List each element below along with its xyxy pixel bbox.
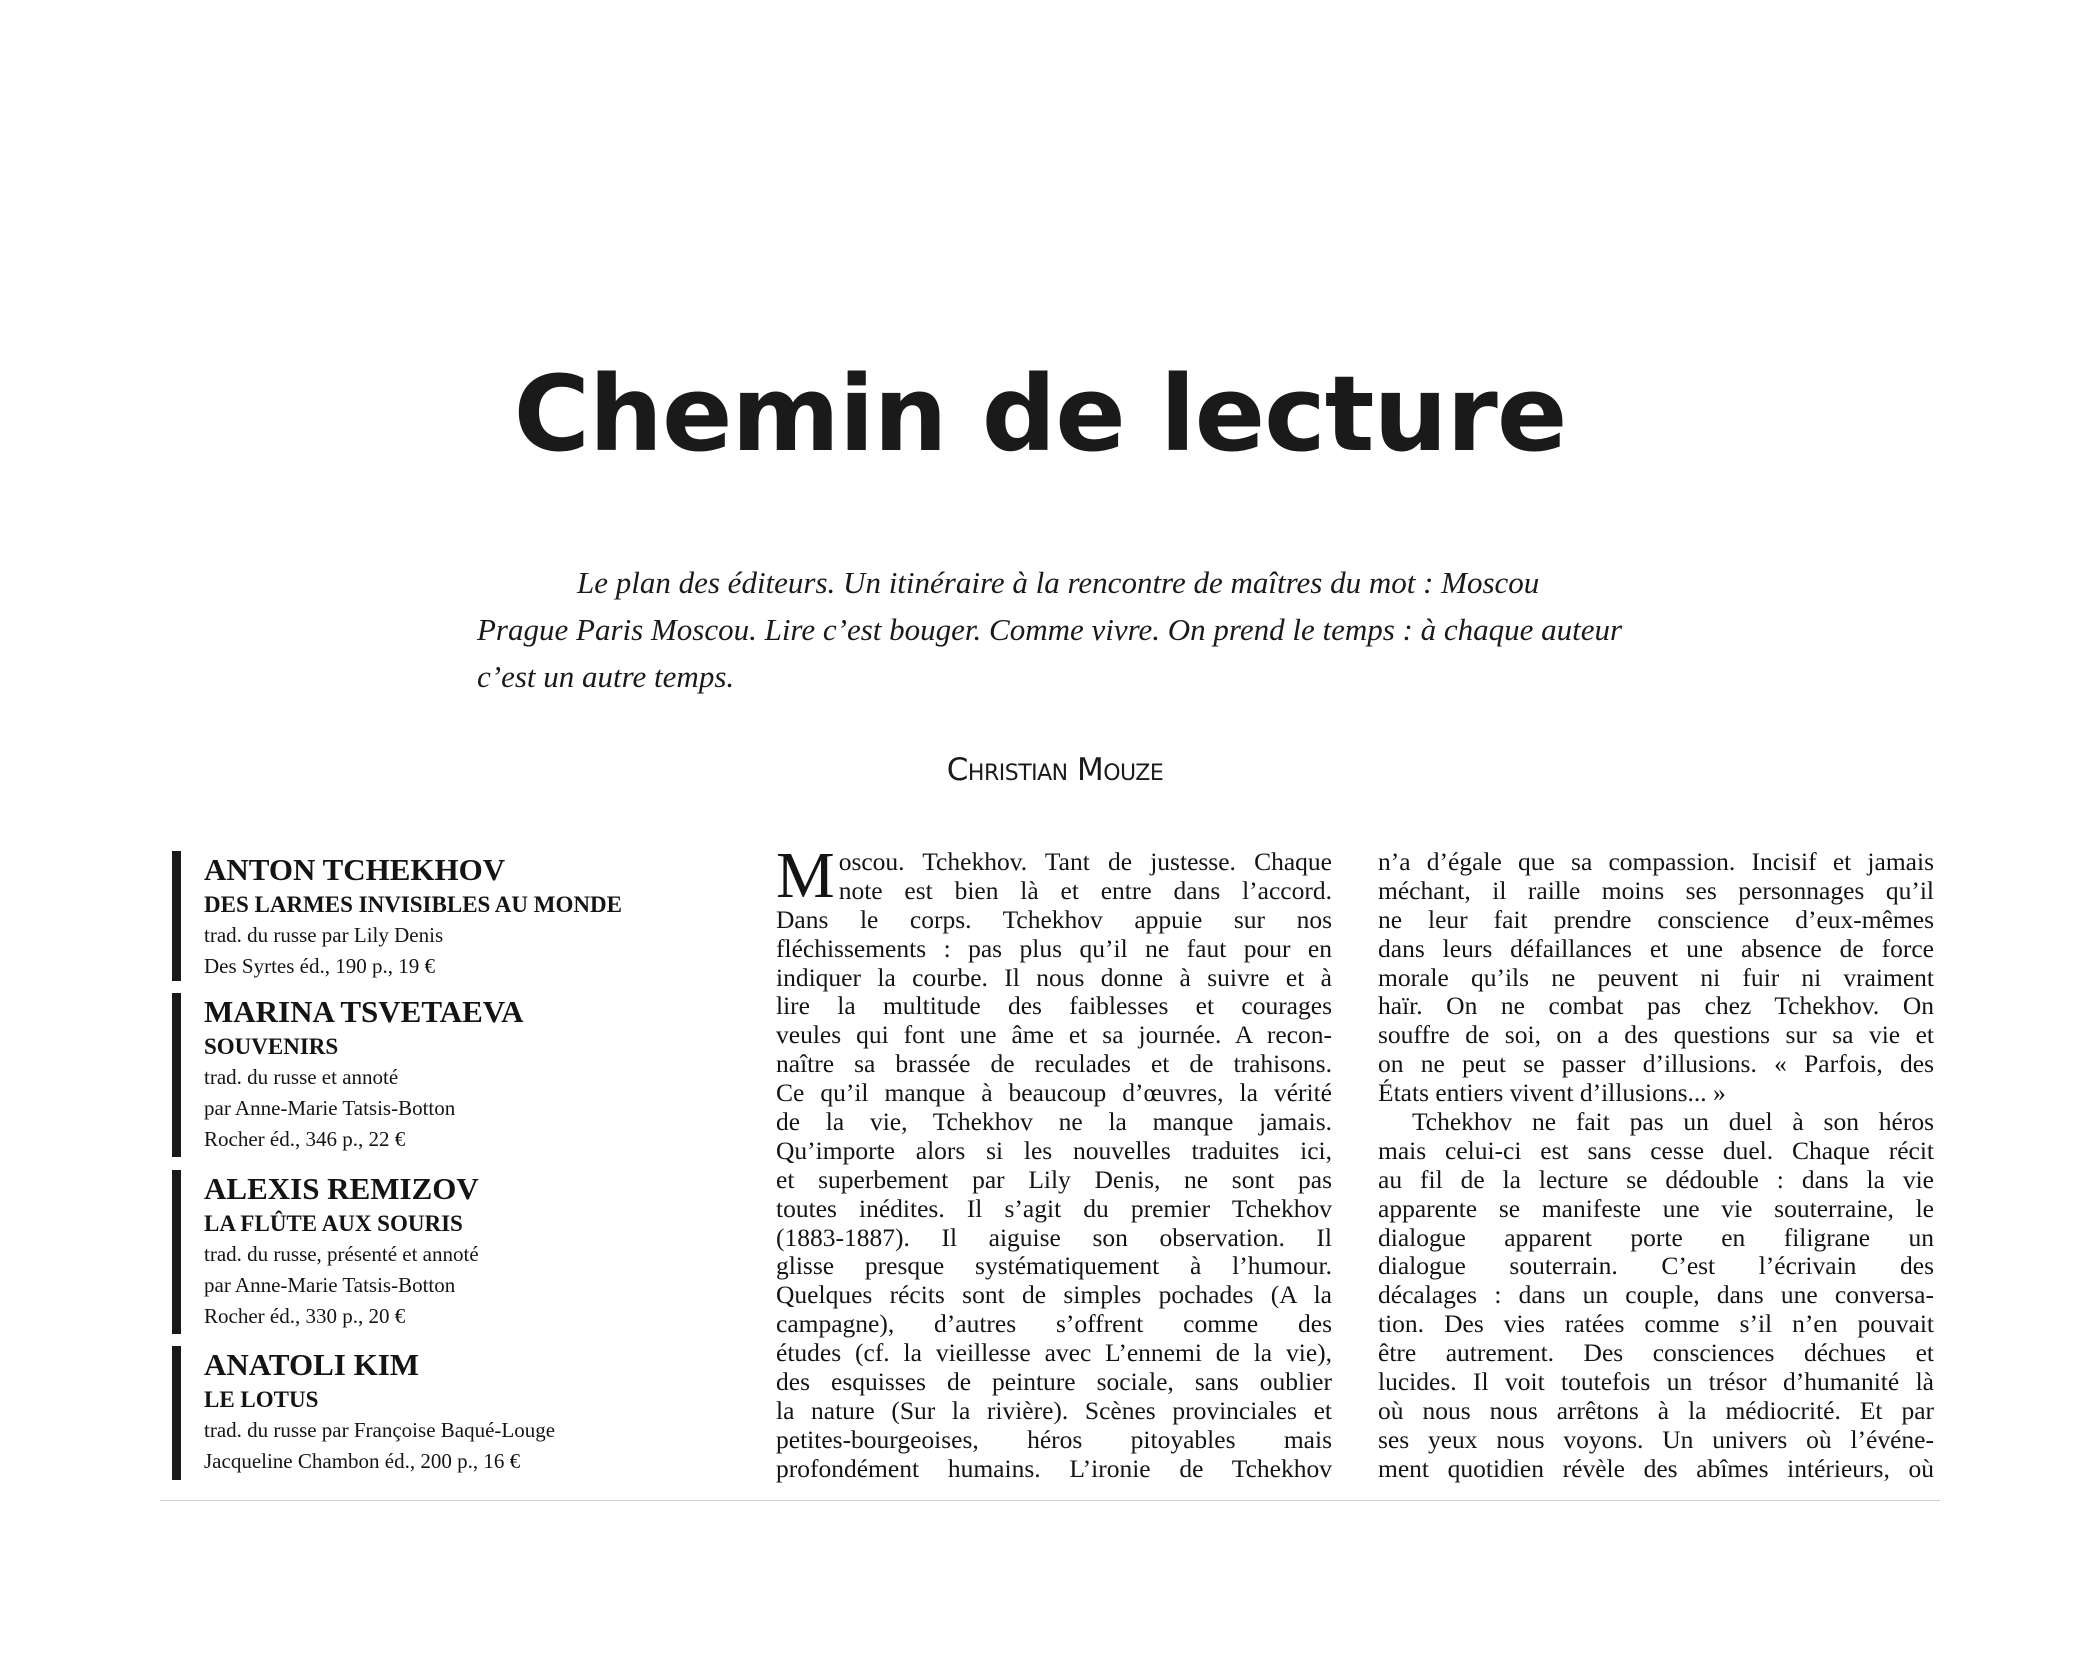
intro-text: Le plan des éditeurs. Un itinéraire à la rencontre de maîtres du mot : Moscou Prague Paris Moscou. Lire c’est bouger. Comme vivre. On prend le temps : à chaque auteur c’est un autre temps.	[477, 565, 1623, 694]
page-title: Chemin de lecture	[513, 353, 1567, 475]
article-line: États entiers vivent d’illusions... »	[1378, 1079, 1726, 1108]
book-entry	[172, 851, 692, 981]
article-line: toutes inédites. Il s’agit du premier Tchekhov	[776, 1194, 1332, 1223]
article-line: Qu’importe alors si les nouvelles traduites ici,	[776, 1136, 1332, 1165]
article-line: lucides. Il voit toutefois un trésor d’humanité là	[1378, 1368, 1934, 1397]
intro-paragraph	[477, 559, 1637, 700]
article-author: Christian Mouze	[946, 752, 1164, 788]
book-detail-line: Rocher éd., 330 p., 20 €	[204, 1304, 406, 1328]
article-line: ses yeux nous voyons. Un univers où l’événe-	[1378, 1425, 1934, 1454]
article-line: Dans le corps. Tchekhov appuie sur nos	[776, 905, 1332, 934]
article-line: décalages : dans un couple, dans une conversa-	[1378, 1281, 1934, 1310]
article-line: campagne), d’autres s’offrent comme des	[776, 1310, 1332, 1339]
book-detail-line: par Anne-Marie Tatsis-Botton	[204, 1096, 456, 1120]
article-line: souffre de soi, on a des questions sur sa vie et	[1378, 1021, 1934, 1050]
bottom-divider	[160, 1500, 1940, 1501]
book-title: LA FLÛTE AUX SOURIS	[204, 1211, 463, 1236]
article-column-2	[1378, 848, 1934, 1484]
drop-cap: M	[776, 839, 835, 912]
book-author: ALEXIS REMIZOV	[204, 1171, 479, 1206]
book-entry-bar	[172, 1346, 181, 1480]
article-line: on ne peut se passer d’illusions. « Parfois, des	[1378, 1050, 1934, 1079]
article-line: des esquisses de peinture sociale, sans oublier	[776, 1368, 1332, 1397]
article-line: ment quotidien révèle des abîmes intérieurs, où	[1378, 1454, 1934, 1483]
book-detail-line: trad. du russe et annoté	[204, 1065, 399, 1089]
article-line: et superbement par Lily Denis, ne sont pas	[776, 1165, 1332, 1194]
article-line: ne leur fait prendre conscience d’eux-mêmes	[1378, 905, 1934, 934]
book-entry-bar	[172, 1170, 181, 1334]
article-line: indiquer la courbe. Il nous donne à suivre et à	[776, 963, 1332, 992]
article-line: études (cf. la vieillesse avec L’ennemi de la vie),	[776, 1339, 1332, 1368]
book-title: LE LOTUS	[204, 1387, 319, 1412]
article-line: morale qu’ils ne peuvent ni fuir ni vraiment	[1378, 963, 1934, 992]
book-detail-line: trad. du russe par Lily Denis	[204, 923, 444, 947]
book-detail-line: Des Syrtes éd., 190 p., 19 €	[204, 954, 435, 978]
book-detail-line: par Anne-Marie Tatsis-Botton	[204, 1273, 456, 1297]
book-detail-line: trad. du russe par Françoise Baqué-Louge	[204, 1418, 556, 1442]
article-line: apparente se manifeste une vie souterraine, le	[1378, 1194, 1934, 1223]
book-author: ANATOLI KIM	[204, 1347, 420, 1382]
book-detail-line: trad. du russe, présenté et annoté	[204, 1242, 479, 1266]
article-line: Tchekhov ne fait pas un duel à son héros	[1412, 1108, 1934, 1137]
article-line: note est bien là et entre dans l’accord.	[838, 876, 1332, 905]
article-line: de la vie, Tchekhov ne la manque jamais.	[776, 1108, 1332, 1137]
article-line: naître sa brassée de reculades et de trahisons.	[776, 1050, 1332, 1079]
book-title: DES LARMES INVISIBLES AU MONDE	[204, 892, 622, 917]
book-title: SOUVENIRS	[204, 1034, 339, 1059]
article-line: veules qui font une âme et sa journée. A recon-	[776, 1021, 1332, 1050]
article-line: (1883-1887). Il aiguise son observation. Il	[776, 1223, 1332, 1252]
book-entry	[172, 1346, 692, 1480]
article-line: au fil de la lecture se dédouble : dans la vie	[1378, 1165, 1934, 1194]
book-detail-line: Jacqueline Chambon éd., 200 p., 16 €	[204, 1449, 521, 1473]
article-line: n’a d’égale que sa compassion. Incisif et jamais	[1378, 848, 1934, 876]
article-line: dans leurs défaillances et une absence de force	[1378, 934, 1934, 963]
article-line: où nous nous arrêtons à la médiocrité. Et par	[1378, 1396, 1934, 1425]
article-line: dialogue souterrain. C’est l’écrivain des	[1378, 1252, 1934, 1281]
article-line: oscou. Tchekhov. Tant de justesse. Chaque	[838, 848, 1332, 876]
article-column-1	[776, 839, 1332, 1484]
book-detail-line: Rocher éd., 346 p., 22 €	[204, 1127, 406, 1151]
book-entry-bar	[172, 993, 181, 1157]
article-line: tion. Des vies ratées comme s’il n’en pouvait	[1378, 1310, 1934, 1339]
article-line: Ce qu’il manque à beaucoup d’œuvres, la vérité	[776, 1079, 1332, 1108]
book-entry	[172, 1170, 692, 1334]
article-line: Quelques récits sont de simples pochades (A la	[776, 1281, 1332, 1310]
article-line: dialogue apparent porte en filigrane un	[1378, 1223, 1934, 1252]
book-entry	[172, 993, 692, 1157]
article-line: méchant, il raille moins ses personnages qu’il	[1378, 876, 1934, 905]
article-line: haïr. On ne combat pas chez Tchekhov. On	[1378, 992, 1934, 1021]
book-author: MARINA TSVETAEVA	[204, 994, 524, 1029]
article-line: mais celui-ci est sans cesse duel. Chaque récit	[1378, 1136, 1934, 1165]
article-line: fléchissements : pas plus qu’il ne faut pour en	[776, 934, 1332, 963]
book-entry-bar	[172, 851, 181, 981]
article-line: la nature (Sur la rivière). Scènes provinciales et	[776, 1396, 1332, 1425]
book-author: ANTON TCHEKHOV	[204, 852, 506, 887]
article-line: petites-bourgeoises, héros pitoyables mais	[776, 1425, 1332, 1454]
article-line: glisse presque systématiquement à l’humour.	[776, 1252, 1332, 1281]
article-line: lire la multitude des faiblesses et courages	[776, 992, 1332, 1021]
article-line: profondément humains. L’ironie de Tchekhov	[776, 1454, 1332, 1483]
article-line: être autrement. Des consciences déchues et	[1378, 1339, 1934, 1368]
